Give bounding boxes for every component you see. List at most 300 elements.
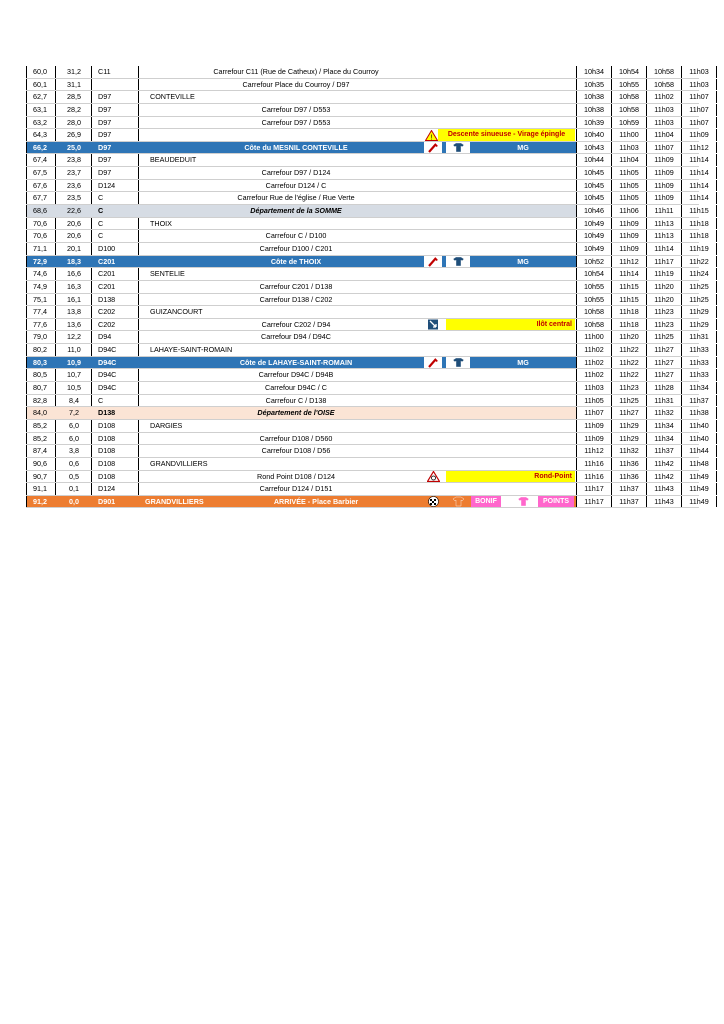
schedule-time-2: 11h09 bbox=[611, 218, 646, 230]
bonif-badge: BONIF bbox=[471, 496, 501, 508]
road-number: C bbox=[98, 395, 104, 405]
schedule-time-2: 11h18 bbox=[611, 319, 646, 331]
column-separator bbox=[91, 79, 92, 91]
route-description: Carrefour D97 / D124 bbox=[261, 168, 331, 178]
schedule-time-1: 11h07 bbox=[576, 407, 611, 419]
column-separator bbox=[55, 205, 56, 217]
route-description bbox=[176, 420, 416, 432]
schedule-time-1: 11h02 bbox=[576, 344, 611, 356]
route-description: Carrefour D108 / D560 bbox=[259, 433, 333, 443]
road-number: D97 bbox=[98, 168, 112, 178]
schedule-time-4: 11h38 bbox=[681, 407, 717, 419]
km-covered: 64,3 bbox=[33, 130, 47, 140]
road-number: C bbox=[98, 231, 104, 241]
column-separator bbox=[55, 319, 56, 331]
schedule-time-2: 11h04 bbox=[611, 154, 646, 166]
schedule-time-2: 10h54 bbox=[611, 66, 646, 78]
km-covered: 84,0 bbox=[33, 408, 47, 418]
schedule-time-2: 11h37 bbox=[611, 483, 646, 495]
route-description: Carrefour C201 / D138 bbox=[259, 281, 333, 291]
mountain-jersey-icon bbox=[452, 357, 465, 368]
itinerary-row bbox=[26, 395, 709, 408]
schedule-time-3: 11h07 bbox=[646, 142, 681, 154]
schedule-time-4: 11h40 bbox=[681, 433, 717, 445]
left-border bbox=[26, 344, 27, 356]
schedule-time-2: 11h05 bbox=[611, 167, 646, 179]
schedule-time-1: 10h46 bbox=[576, 205, 611, 217]
schedule-time-1: 10h58 bbox=[576, 306, 611, 318]
climb-jersey-cell bbox=[446, 142, 470, 154]
schedule-time-1: 10h35 bbox=[576, 79, 611, 91]
schedule-time-4: 11h44 bbox=[681, 445, 717, 457]
schedule-time-2: 10h58 bbox=[611, 91, 646, 103]
schedule-time-3: 11h27 bbox=[646, 369, 681, 381]
column-separator bbox=[55, 167, 56, 179]
km-remaining: 10,9 bbox=[67, 357, 81, 367]
itinerary-row bbox=[26, 445, 709, 458]
km-covered: 72,9 bbox=[33, 256, 47, 266]
column-separator bbox=[91, 256, 92, 268]
mountain-grade-label: MG bbox=[473, 256, 573, 268]
schedule-time-2: 11h36 bbox=[611, 458, 646, 470]
left-border bbox=[26, 471, 27, 483]
road-number: D94C bbox=[98, 370, 117, 380]
itinerary-row bbox=[26, 268, 709, 281]
climb-name: Côte de THOIX bbox=[270, 256, 322, 266]
schedule-time-1: 11h16 bbox=[576, 471, 611, 483]
itinerary-row bbox=[26, 294, 709, 307]
warning-triangle-icon bbox=[425, 130, 438, 141]
km-covered: 67,4 bbox=[33, 155, 47, 165]
schedule-time-1: 11h17 bbox=[576, 483, 611, 495]
schedule-time-2: 11h23 bbox=[611, 382, 646, 394]
km-covered: 63,2 bbox=[33, 117, 47, 127]
schedule-time-4: 11h33 bbox=[681, 344, 717, 356]
column-separator bbox=[138, 66, 139, 78]
mountain-jersey-icon bbox=[452, 256, 465, 267]
column-separator bbox=[91, 420, 92, 432]
schedule-time-4: 11h33 bbox=[681, 369, 717, 381]
km-covered: 70,6 bbox=[33, 218, 47, 228]
schedule-time-3: 11h37 bbox=[646, 445, 681, 457]
schedule-time-3: 11h27 bbox=[646, 357, 681, 369]
km-remaining: 20,6 bbox=[67, 218, 81, 228]
climb-flag-cell bbox=[424, 357, 442, 369]
left-border bbox=[26, 407, 27, 419]
schedule-time-4: 11h34 bbox=[681, 382, 717, 394]
column-separator bbox=[138, 91, 139, 103]
schedule-time-4: 11h49 bbox=[681, 483, 717, 495]
schedule-time-1: 11h05 bbox=[576, 395, 611, 407]
schedule-time-1: 10h58 bbox=[576, 319, 611, 331]
column-separator bbox=[138, 192, 139, 204]
left-border bbox=[26, 420, 27, 432]
column-separator bbox=[91, 433, 92, 445]
red-flag-icon bbox=[427, 142, 440, 153]
road-number: D108 bbox=[98, 458, 116, 468]
left-border bbox=[26, 458, 27, 470]
schedule-time-3: 11h23 bbox=[646, 319, 681, 331]
hazard-note: Rond-Point bbox=[446, 471, 575, 483]
town-name: LAHAYE-SAINT-ROMAIN bbox=[150, 345, 233, 355]
schedule-time-1: 10h49 bbox=[576, 243, 611, 255]
itinerary-row bbox=[26, 433, 709, 446]
road-number bbox=[98, 79, 138, 91]
hazard-note: Ilôt central bbox=[446, 319, 575, 331]
column-separator bbox=[55, 395, 56, 407]
route-description: Carrefour C / D100 bbox=[265, 231, 327, 241]
town-name: SENTELIE bbox=[150, 269, 185, 279]
column-separator bbox=[91, 129, 92, 141]
itinerary-row bbox=[26, 192, 709, 205]
km-covered: 77,4 bbox=[33, 307, 47, 317]
route-description: Carrefour D108 / D56 bbox=[261, 446, 331, 456]
itinerary-row bbox=[26, 496, 709, 509]
column-separator bbox=[55, 458, 56, 470]
schedule-time-1: 11h00 bbox=[576, 331, 611, 343]
road-number: C201 bbox=[98, 281, 116, 291]
schedule-time-2: 11h00 bbox=[611, 129, 646, 141]
schedule-time-3: 11h28 bbox=[646, 382, 681, 394]
column-separator bbox=[91, 344, 92, 356]
road-number: D94C bbox=[98, 383, 117, 393]
schedule-time-4: 11h18 bbox=[681, 230, 717, 242]
left-border bbox=[26, 395, 27, 407]
km-covered: 85,2 bbox=[33, 420, 47, 430]
column-separator bbox=[138, 483, 139, 495]
schedule-time-3: 11h25 bbox=[646, 331, 681, 343]
schedule-time-3: 11h27 bbox=[646, 344, 681, 356]
schedule-time-4: 11h07 bbox=[681, 104, 717, 116]
schedule-time-4: 11h18 bbox=[681, 218, 717, 230]
km-covered: 91,1 bbox=[33, 484, 47, 494]
schedule-time-1: 10h39 bbox=[576, 117, 611, 129]
column-separator bbox=[91, 407, 92, 419]
road-number: D97 bbox=[98, 104, 112, 114]
left-border bbox=[26, 129, 27, 141]
route-description: Carrefour D97 / D553 bbox=[261, 117, 331, 127]
route-description: Carrefour D100 / C201 bbox=[259, 243, 333, 253]
km-covered: 70,6 bbox=[33, 231, 47, 241]
km-covered: 80,7 bbox=[33, 383, 47, 393]
column-separator bbox=[138, 142, 139, 154]
column-separator bbox=[91, 496, 92, 508]
column-separator bbox=[138, 129, 139, 141]
column-separator bbox=[138, 281, 139, 293]
route-description bbox=[176, 344, 416, 356]
route-description: Carrefour Place du Courroy / D97 bbox=[242, 79, 350, 89]
column-separator bbox=[138, 407, 139, 419]
km-covered: 80,3 bbox=[33, 357, 47, 367]
km-remaining: 16,3 bbox=[67, 281, 81, 291]
column-separator bbox=[55, 344, 56, 356]
km-remaining: 0,1 bbox=[69, 484, 79, 494]
schedule-time-2: 11h15 bbox=[611, 281, 646, 293]
km-covered: 74,9 bbox=[33, 281, 47, 291]
column-separator bbox=[55, 496, 56, 508]
road-number: D100 bbox=[98, 243, 116, 253]
column-separator bbox=[138, 458, 139, 470]
column-separator bbox=[138, 496, 139, 508]
column-separator bbox=[55, 483, 56, 495]
itinerary-row bbox=[26, 357, 709, 370]
column-separator bbox=[55, 294, 56, 306]
column-separator bbox=[55, 369, 56, 381]
mountain-jersey-icon bbox=[452, 142, 465, 153]
column-separator bbox=[91, 294, 92, 306]
column-separator bbox=[138, 433, 139, 445]
schedule-time-4: 11h14 bbox=[681, 180, 717, 192]
road-number: D97 bbox=[98, 142, 112, 152]
climb-flag-cell bbox=[424, 256, 442, 268]
schedule-time-2: 10h58 bbox=[611, 104, 646, 116]
schedule-time-1: 11h12 bbox=[576, 445, 611, 457]
column-separator bbox=[138, 382, 139, 394]
schedule-time-2: 11h22 bbox=[611, 344, 646, 356]
km-covered: 67,7 bbox=[33, 193, 47, 203]
road-number: D97 bbox=[98, 155, 112, 165]
road-number: C201 bbox=[98, 256, 116, 266]
climb-name: Côte de LAHAYE-SAINT-ROMAIN bbox=[239, 357, 353, 367]
column-separator bbox=[55, 471, 56, 483]
schedule-time-2: 11h27 bbox=[611, 407, 646, 419]
route-description: Carrefour C11 (Rue de Catheux) / Place du Courroy bbox=[213, 67, 379, 76]
left-border bbox=[26, 104, 27, 116]
schedule-time-1: 10h45 bbox=[576, 167, 611, 179]
schedule-time-4: 11h07 bbox=[681, 91, 717, 103]
column-separator bbox=[55, 268, 56, 280]
left-border bbox=[26, 243, 27, 255]
km-covered: 66,2 bbox=[33, 142, 47, 152]
km-remaining: 31,1 bbox=[67, 79, 81, 89]
schedule-time-1: 10h54 bbox=[576, 268, 611, 280]
left-border bbox=[26, 205, 27, 217]
schedule-time-3: 11h02 bbox=[646, 91, 681, 103]
km-remaining: 16,6 bbox=[67, 269, 81, 279]
km-remaining: 12,2 bbox=[67, 332, 81, 342]
mountain-grade-label: MG bbox=[473, 142, 573, 154]
schedule-time-2: 11h22 bbox=[611, 369, 646, 381]
km-remaining: 25,0 bbox=[67, 142, 81, 152]
road-number: C201 bbox=[98, 269, 116, 279]
km-remaining: 23,6 bbox=[67, 180, 81, 190]
schedule-time-1: 10h55 bbox=[576, 281, 611, 293]
schedule-time-1: 11h03 bbox=[576, 382, 611, 394]
mountain-grade-label: MG bbox=[473, 357, 573, 369]
column-separator bbox=[91, 445, 92, 457]
road-number: D94C bbox=[98, 345, 117, 355]
column-separator bbox=[91, 205, 92, 217]
schedule-time-2: 11h36 bbox=[611, 471, 646, 483]
route-description: Carrefour D94C / C bbox=[265, 383, 327, 393]
schedule-time-4: 11h07 bbox=[681, 117, 717, 129]
left-border bbox=[26, 319, 27, 331]
km-remaining: 8,4 bbox=[69, 395, 79, 405]
column-separator bbox=[138, 230, 139, 242]
schedule-time-1: 10h38 bbox=[576, 91, 611, 103]
schedule-time-2: 11h22 bbox=[611, 357, 646, 369]
route-description bbox=[176, 268, 416, 280]
km-remaining: 18,3 bbox=[67, 256, 81, 266]
pink-jersey-icon bbox=[517, 496, 530, 507]
schedule-time-4: 11h14 bbox=[681, 192, 717, 204]
schedule-time-2: 11h12 bbox=[611, 256, 646, 268]
route-description bbox=[176, 306, 416, 318]
itinerary-row bbox=[26, 104, 709, 117]
km-remaining: 23,5 bbox=[67, 193, 81, 203]
itinerary-row bbox=[26, 180, 709, 193]
left-border bbox=[26, 142, 27, 154]
column-separator bbox=[138, 369, 139, 381]
km-remaining: 0,6 bbox=[69, 458, 79, 468]
km-covered: 60,0 bbox=[33, 67, 47, 76]
hazard-note: Descente sinueuse - Virage épingle bbox=[438, 129, 575, 141]
climb-flag-cell bbox=[424, 142, 442, 154]
left-border bbox=[26, 154, 27, 166]
left-border bbox=[26, 66, 27, 78]
column-separator bbox=[91, 142, 92, 154]
schedule-time-3: 11h20 bbox=[646, 294, 681, 306]
hazard-icon-cell bbox=[418, 471, 448, 483]
schedule-time-3: 11h11 bbox=[646, 205, 681, 217]
schedule-time-1: 11h16 bbox=[576, 458, 611, 470]
schedule-time-3: 11h32 bbox=[646, 407, 681, 419]
left-border bbox=[26, 79, 27, 91]
road-number: C bbox=[98, 218, 104, 228]
column-separator bbox=[55, 331, 56, 343]
column-separator bbox=[91, 357, 92, 369]
km-remaining: 23,7 bbox=[67, 168, 81, 178]
column-separator bbox=[138, 319, 139, 331]
column-separator bbox=[55, 306, 56, 318]
schedule-time-4: 11h49 bbox=[681, 496, 717, 508]
column-separator bbox=[55, 407, 56, 419]
itinerary-row bbox=[26, 243, 709, 256]
km-covered: 67,6 bbox=[33, 180, 47, 190]
column-separator bbox=[91, 458, 92, 470]
road-number: C202 bbox=[98, 307, 116, 317]
schedule-time-3: 11h34 bbox=[646, 420, 681, 432]
column-separator bbox=[138, 344, 139, 356]
itinerary-row bbox=[26, 79, 709, 92]
schedule-time-1: 10h49 bbox=[576, 218, 611, 230]
km-remaining: 11,0 bbox=[67, 345, 81, 355]
schedule-time-2: 11h09 bbox=[611, 230, 646, 242]
column-separator bbox=[55, 180, 56, 192]
column-separator bbox=[91, 483, 92, 495]
schedule-time-3: 11h31 bbox=[646, 395, 681, 407]
column-separator bbox=[138, 331, 139, 343]
left-border bbox=[26, 281, 27, 293]
town-name: THOIX bbox=[150, 218, 172, 228]
column-separator bbox=[91, 382, 92, 394]
schedule-time-3: 10h58 bbox=[646, 79, 681, 91]
km-remaining: 20,1 bbox=[67, 243, 81, 253]
left-border bbox=[26, 382, 27, 394]
km-remaining: 26,9 bbox=[67, 130, 81, 140]
route-description: Carrefour C / D138 bbox=[265, 395, 327, 405]
column-separator bbox=[138, 256, 139, 268]
schedule-time-4: 11h03 bbox=[681, 79, 717, 91]
left-border bbox=[26, 180, 27, 192]
km-covered: 87,4 bbox=[33, 446, 47, 456]
column-separator bbox=[91, 369, 92, 381]
schedule-time-3: 11h14 bbox=[646, 243, 681, 255]
schedule-time-3: 11h20 bbox=[646, 281, 681, 293]
column-separator bbox=[55, 154, 56, 166]
column-separator bbox=[55, 420, 56, 432]
itinerary-row bbox=[26, 471, 709, 484]
left-border bbox=[26, 268, 27, 280]
schedule-time-1: 10h34 bbox=[576, 66, 611, 78]
schedule-time-4: 11h31 bbox=[681, 331, 717, 343]
km-remaining: 28,2 bbox=[67, 104, 81, 114]
route-description bbox=[176, 154, 416, 166]
km-remaining: 13,6 bbox=[67, 319, 81, 329]
itinerary-row bbox=[26, 382, 709, 395]
schedule-time-4: 11h25 bbox=[681, 294, 717, 306]
schedule-time-3: 11h42 bbox=[646, 471, 681, 483]
column-separator bbox=[55, 357, 56, 369]
schedule-time-1: 10h43 bbox=[576, 142, 611, 154]
schedule-time-3: 11h09 bbox=[646, 180, 681, 192]
column-separator bbox=[138, 205, 139, 217]
schedule-time-3: 11h42 bbox=[646, 458, 681, 470]
schedule-time-2: 11h09 bbox=[611, 243, 646, 255]
km-covered: 80,5 bbox=[33, 370, 47, 380]
schedule-time-3: 11h43 bbox=[646, 483, 681, 495]
road-number: D94 bbox=[98, 332, 112, 342]
left-border bbox=[26, 192, 27, 204]
road-number: C bbox=[98, 206, 104, 216]
schedule-time-2: 11h03 bbox=[611, 142, 646, 154]
schedule-time-2: 11h32 bbox=[611, 445, 646, 457]
km-remaining: 0,5 bbox=[69, 471, 79, 481]
road-number: D108 bbox=[98, 471, 116, 481]
schedule-time-1: 11h02 bbox=[576, 357, 611, 369]
checkered-flag-icon bbox=[427, 496, 440, 507]
road-number: D97 bbox=[98, 130, 112, 140]
km-remaining: 6,0 bbox=[69, 433, 79, 443]
column-separator bbox=[55, 445, 56, 457]
schedule-time-4: 11h48 bbox=[681, 458, 717, 470]
road-number: D97 bbox=[98, 92, 112, 102]
column-separator bbox=[138, 294, 139, 306]
hazard-icon-cell bbox=[418, 319, 448, 331]
left-border bbox=[26, 91, 27, 103]
schedule-time-1: 11h17 bbox=[576, 496, 611, 508]
schedule-time-4: 11h24 bbox=[681, 268, 717, 280]
left-border bbox=[26, 294, 27, 306]
itinerary-row bbox=[26, 344, 709, 357]
schedule-time-2: 11h37 bbox=[611, 496, 646, 508]
km-covered: 80,2 bbox=[33, 345, 47, 355]
column-separator bbox=[55, 104, 56, 116]
itinerary-row bbox=[26, 281, 709, 294]
column-separator bbox=[55, 281, 56, 293]
schedule-time-2: 10h59 bbox=[611, 117, 646, 129]
route-description: Rond Point D108 / D124 bbox=[257, 471, 335, 481]
column-separator bbox=[91, 395, 92, 407]
schedule-time-2: 11h25 bbox=[611, 395, 646, 407]
km-remaining: 0,0 bbox=[69, 496, 79, 506]
km-covered: 62,7 bbox=[33, 92, 47, 102]
column-separator bbox=[91, 91, 92, 103]
column-separator bbox=[55, 243, 56, 255]
schedule-time-3: 11h17 bbox=[646, 256, 681, 268]
town-name: DARGIES bbox=[150, 420, 183, 430]
department-boundary: Département de la SOMME bbox=[250, 206, 342, 216]
